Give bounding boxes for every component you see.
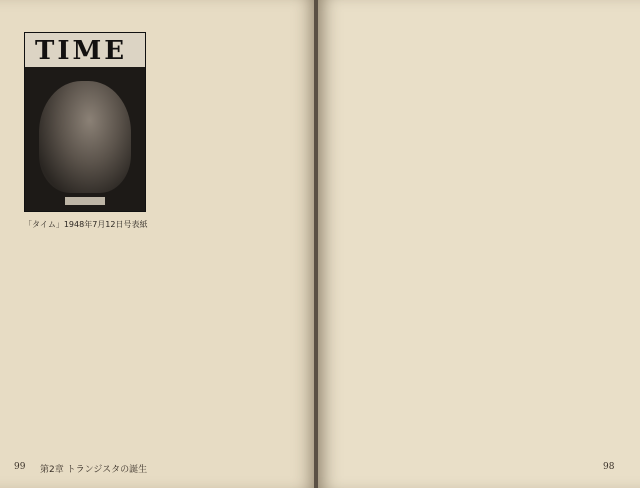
right-body-text: [332, 28, 628, 454]
left-page-number: 99: [14, 462, 26, 472]
left-body-lower: [20, 242, 302, 454]
magazine-masthead-band: [25, 33, 145, 67]
cover-portrait-image: [39, 81, 131, 193]
left-body-upper: [162, 28, 302, 226]
photo-caption: 「タイム」1948年7月12日号表紙: [24, 220, 148, 229]
right-page-number: 98: [603, 462, 615, 472]
running-head: 第2章 トランジスタの誕生: [40, 465, 148, 475]
left-page: [0, 0, 316, 488]
magazine-cover-photo: [24, 32, 146, 212]
right-page: [318, 0, 640, 488]
magazine-masthead-title: TIME: [35, 36, 128, 66]
cover-name-plate: [65, 197, 105, 205]
